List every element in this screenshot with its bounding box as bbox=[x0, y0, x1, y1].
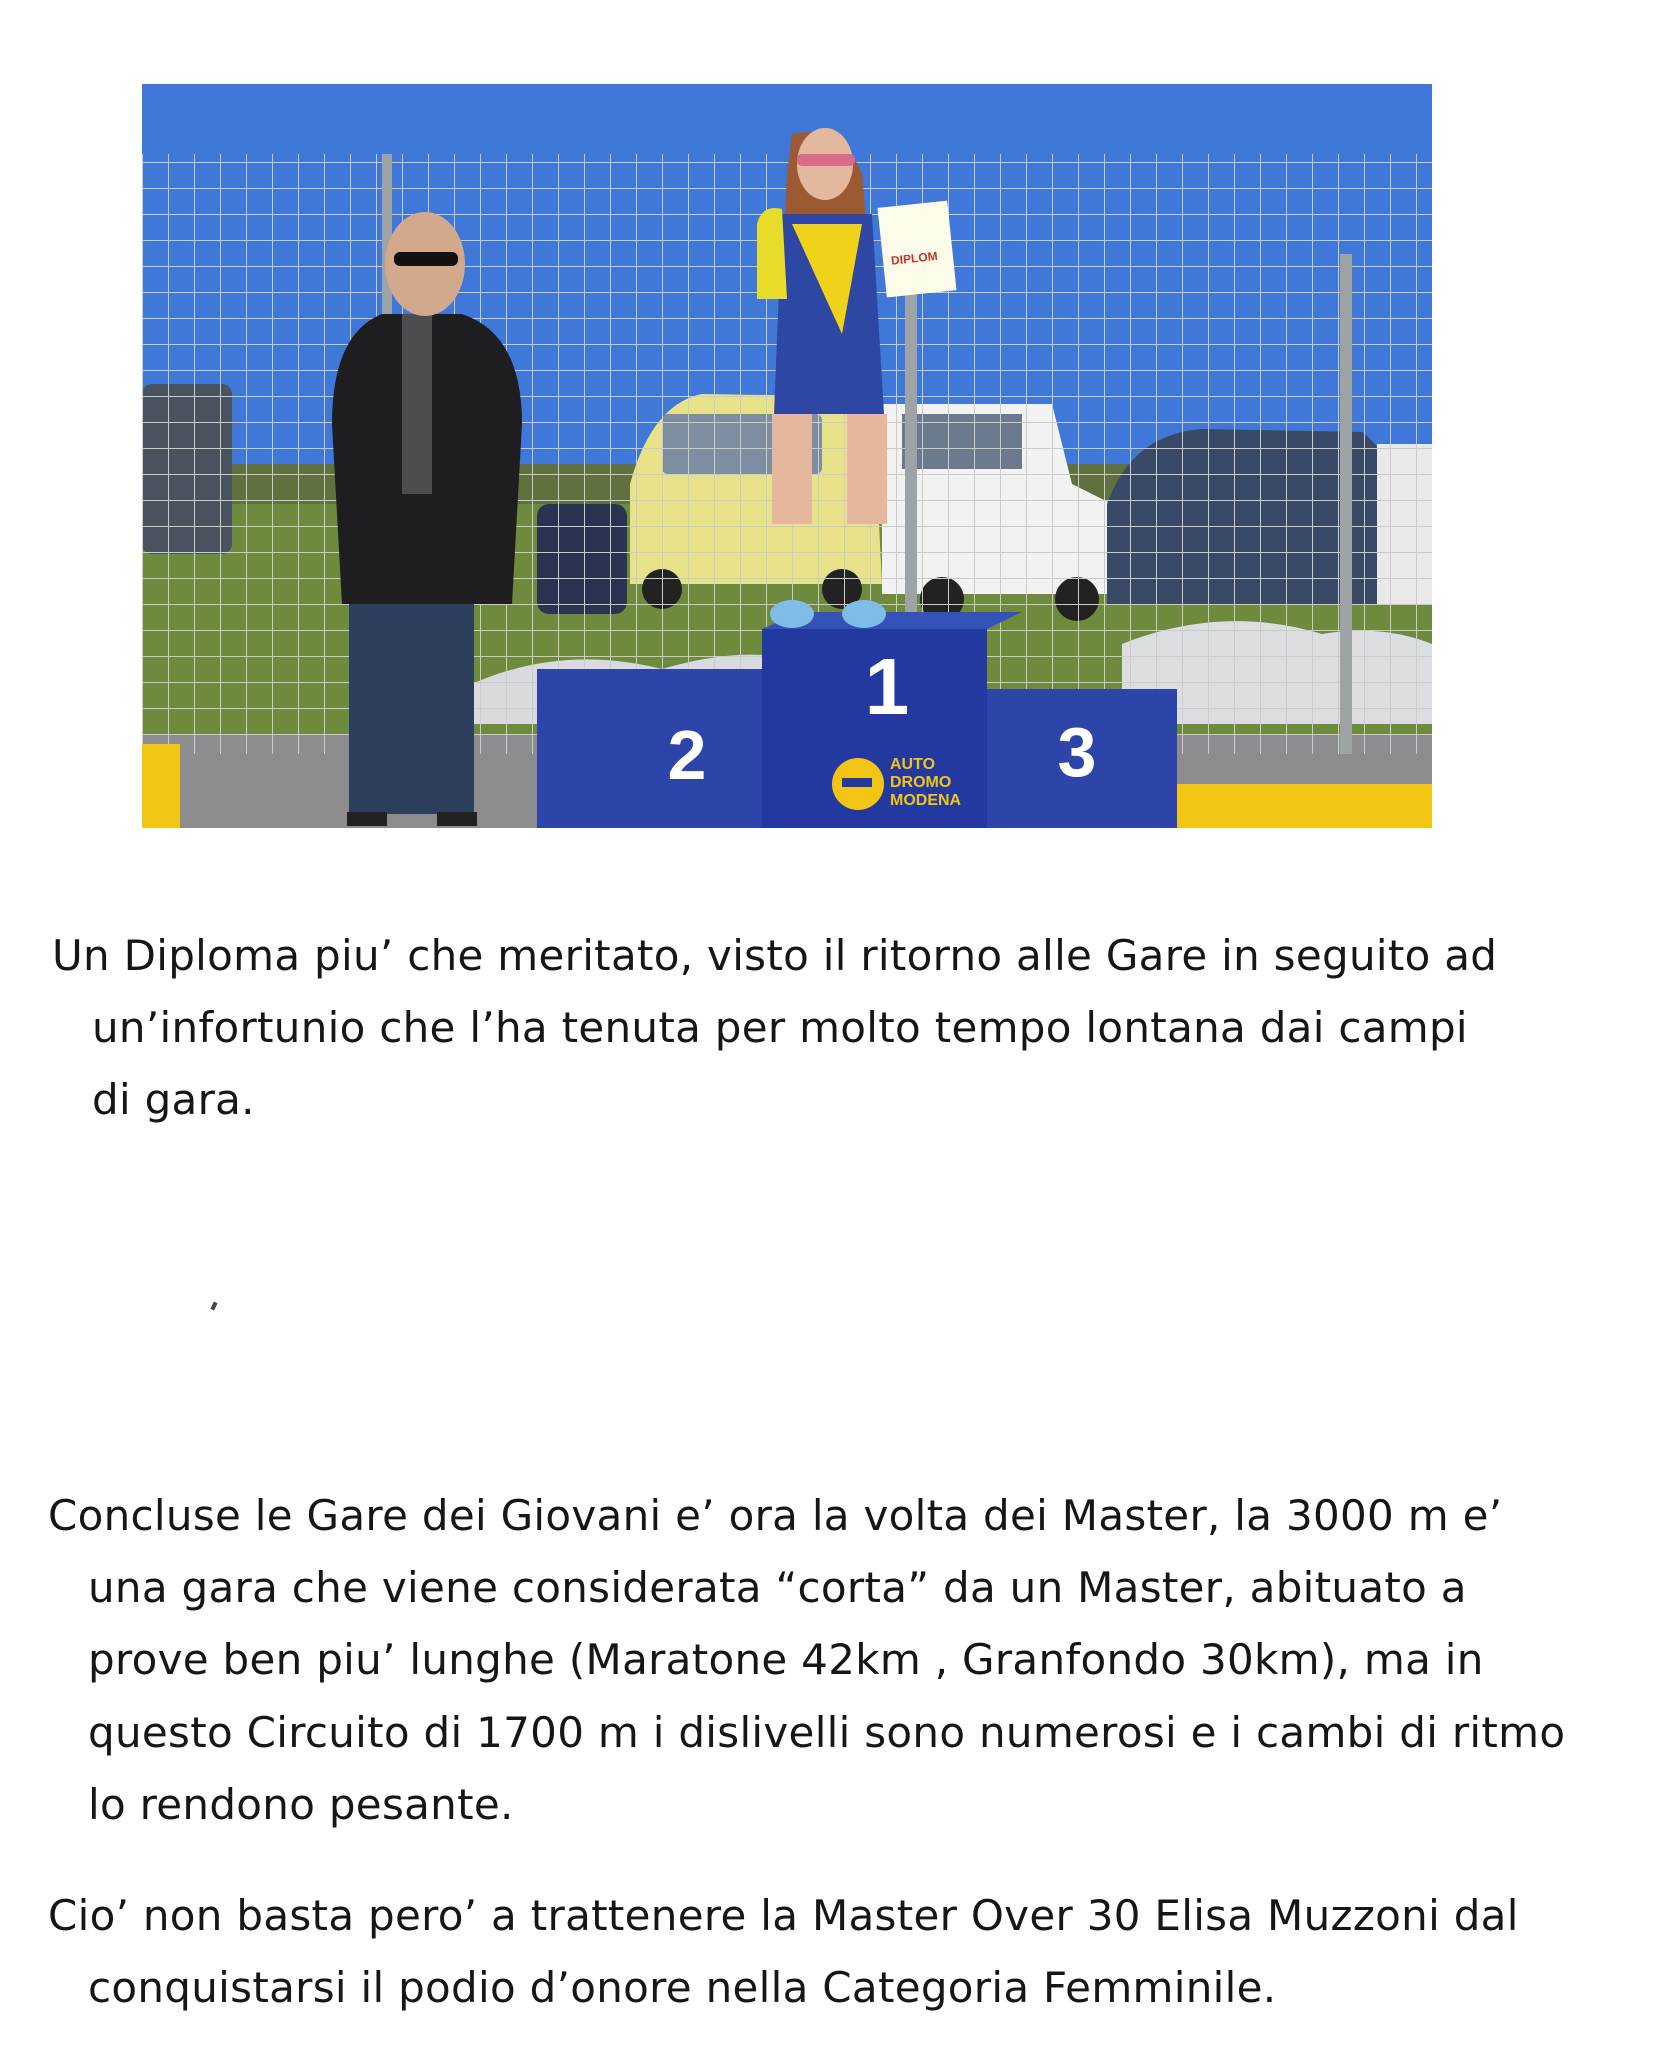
podium-number-1: 1 bbox=[864, 642, 910, 731]
paragraph-podium: Cio’ non basta pero’ a trattenere la Master Over 30 Elisa Muzzoni dal conquistarsi il podio d’onore nella Categoria Femminile. bbox=[48, 1891, 1519, 2013]
svg-text:MODENA: MODENA bbox=[890, 792, 962, 809]
scan-speck bbox=[210, 1302, 217, 1311]
svg-text:DROMO: DROMO bbox=[890, 774, 952, 791]
yellow-stripe bbox=[1177, 784, 1432, 828]
podium-photo bbox=[142, 84, 1432, 828]
yellow-stripe bbox=[142, 744, 180, 828]
podium-number-3: 3 bbox=[1057, 713, 1097, 791]
paragraph-diploma: Un Diploma piu’ che meritato, visto il ritorno alle Gare in seguito ad un’infortunio che l’ha tenuta per molto tempo lontana dai campi di gara. bbox=[52, 931, 1498, 1125]
svg-text:AUTO: AUTO bbox=[890, 756, 936, 773]
podium-number-2: 2 bbox=[667, 716, 707, 794]
diploma-sheet bbox=[877, 201, 956, 298]
paragraph-master-race: Concluse le Gare dei Giovani e’ ora la volta dei Master, la 3000 m e’ una gara che viene considerata “corta” da un Master, abituato a prove ben piu’ lunghe (Maratone 42km , Granfondo 30km), ma in questo Circuito di 1700 m i dislivelli sono numerosi e i cambi di ritmo lo rendono pesante. bbox=[48, 1491, 1566, 1829]
fence-post bbox=[1340, 254, 1352, 754]
svg-text:DIPLOM: DIPLOM bbox=[890, 248, 939, 268]
